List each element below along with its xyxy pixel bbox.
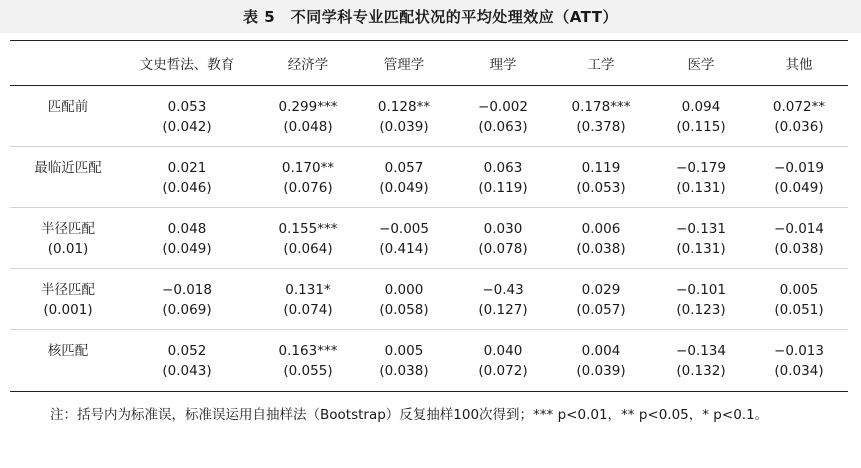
row-divider [10,329,848,330]
row-label-line: 最临近匹配 [34,160,102,176]
standard-error: (0.051) [774,302,824,318]
coefficient: 0.048 [167,221,207,237]
row-label-line: (0.01) [47,241,89,257]
standard-error: (0.123) [676,302,726,318]
standard-error: (0.119) [478,180,528,196]
coefficient: −0.179 [676,160,726,176]
standard-error: (0.127) [478,302,528,318]
row-label [13,219,123,259]
standard-error: (0.049) [379,180,429,196]
coefficient: 0.021 [167,160,207,176]
top-rule [10,40,848,41]
coefficient: 0.053 [167,99,207,115]
table-cell [122,97,252,137]
row-divider [10,207,848,208]
coefficient: 0.170** [281,160,335,176]
standard-error: (0.078) [478,241,528,257]
header-rule [10,85,848,86]
standard-error: (0.072) [478,363,528,379]
row-label [13,341,123,361]
bottom-rule [10,391,848,392]
standard-error: (0.131) [676,180,726,196]
coefficient: 0.155*** [278,221,338,237]
coefficient: 0.119 [581,160,621,176]
standard-error: (0.055) [283,363,333,379]
standard-error: (0.414) [379,241,429,257]
row-label-line: 匹配前 [47,99,89,115]
table-cell [734,280,861,320]
coefficient: −0.43 [482,282,524,298]
table-cell [122,280,252,320]
standard-error: (0.042) [162,119,212,135]
column-header: 经济学 [287,57,329,73]
coefficient: 0.063 [483,160,523,176]
coefficient: 0.178*** [571,99,631,115]
standard-error: (0.069) [162,302,212,318]
row-label-line: 半径匹配 [41,221,95,237]
row-label-line: 半径匹配 [41,282,95,298]
column-header: 管理学 [383,57,425,73]
standard-error: (0.064) [283,241,333,257]
coefficient: −0.101 [676,282,726,298]
standard-error: (0.038) [379,363,429,379]
row-label-line: (0.001) [43,302,93,318]
table-cell [734,341,861,381]
column-header: 医学 [687,57,715,73]
table-cell [122,219,252,259]
coefficient: 0.094 [681,99,721,115]
row-label [13,280,123,320]
coefficient: 0.005 [779,282,819,298]
coefficient: −0.014 [774,221,824,237]
row-divider [10,268,848,269]
standard-error: (0.038) [774,241,824,257]
coefficient: 0.057 [384,160,424,176]
row-label [13,97,123,117]
standard-error: (0.043) [162,363,212,379]
coefficient: 0.131* [285,282,331,298]
coefficient: −0.013 [774,343,824,359]
coefficient: 0.052 [167,343,207,359]
standard-error: (0.115) [676,119,726,135]
coefficient: 0.072** [772,99,826,115]
coefficient: −0.019 [774,160,824,176]
coefficient: −0.002 [478,99,528,115]
coefficient: 0.006 [581,221,621,237]
coefficient: −0.005 [379,221,429,237]
standard-error: (0.074) [283,302,333,318]
standard-error: (0.053) [576,180,626,196]
standard-error: (0.057) [576,302,626,318]
coefficient: 0.005 [384,343,424,359]
standard-error: (0.036) [774,119,824,135]
row-label [13,158,123,178]
table-cell [122,158,252,198]
row-divider [10,146,848,147]
row-label-line: 核匹配 [47,343,89,359]
table-title: 表 5 不同学科专业匹配状况的平均处理效应（ATT） [243,8,618,26]
standard-error: (0.039) [576,363,626,379]
coefficient: 0.030 [483,221,523,237]
standard-error: (0.076) [283,180,333,196]
column-header: 工学 [587,57,615,73]
coefficient: 0.029 [581,282,621,298]
table-cell [734,158,861,198]
coefficient: 0.163*** [278,343,338,359]
standard-error: (0.038) [576,241,626,257]
table-cell [122,341,252,381]
column-header: 理学 [489,57,517,73]
standard-error: (0.378) [576,119,626,135]
column-header: 其他 [785,57,813,73]
coefficient: 0.000 [384,282,424,298]
standard-error: (0.063) [478,119,528,135]
table-note: 注：括号内为标准误，标准误运用自抽样法（Bootstrap）反复抽样100次得到；*** p<0.01，** p<0.05，* p<0.1。 [50,407,769,423]
standard-error: (0.049) [774,180,824,196]
standard-error: (0.039) [379,119,429,135]
standard-error: (0.046) [162,180,212,196]
standard-error: (0.049) [162,241,212,257]
coefficient: −0.018 [162,282,212,298]
coefficient: 0.128** [377,99,431,115]
standard-error: (0.034) [774,363,824,379]
coefficient: 0.299*** [278,99,338,115]
coefficient: −0.131 [676,221,726,237]
standard-error: (0.131) [676,241,726,257]
table-cell [734,97,861,137]
coefficient: −0.134 [676,343,726,359]
column-header: 文史哲法、教育 [139,57,235,73]
standard-error: (0.058) [379,302,429,318]
standard-error: (0.132) [676,363,726,379]
table-cell [734,219,861,259]
coefficient: 0.040 [483,343,523,359]
coefficient: 0.004 [581,343,621,359]
standard-error: (0.048) [283,119,333,135]
